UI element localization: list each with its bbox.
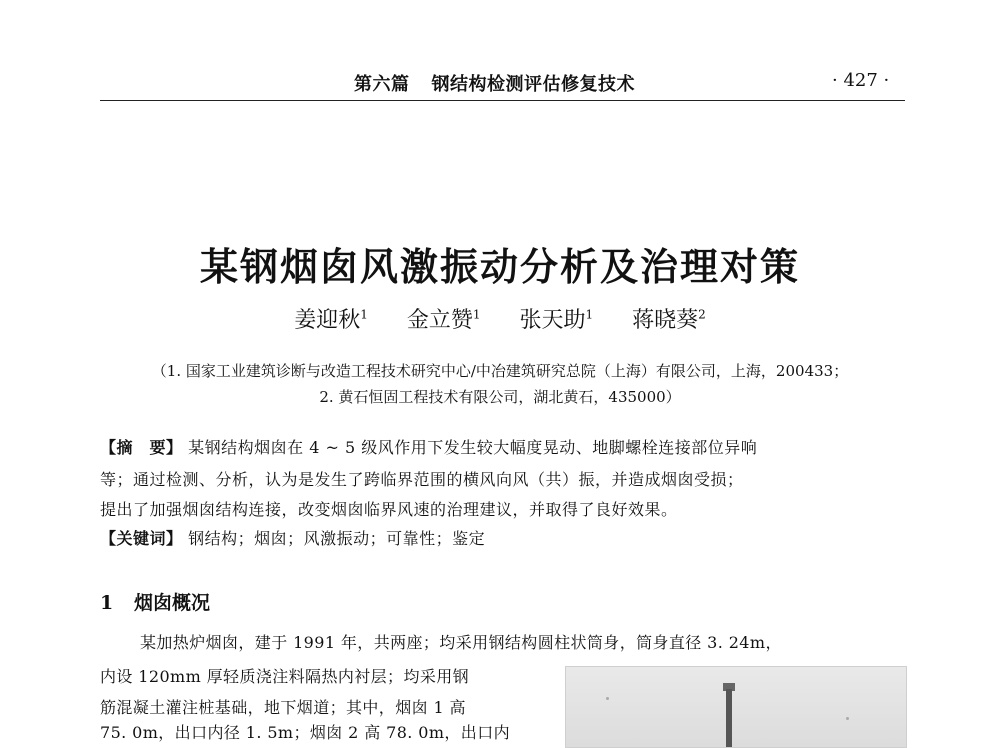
body-line: 内设 120mm 厚轻质浇注料隔热内衬层；均采用钢: [100, 667, 470, 686]
author: 姜迎秋$^1$: [294, 307, 368, 333]
affiliation-line: 2. 黄石恒固工程技术有限公司，湖北黄石，435000）: [319, 388, 681, 406]
author-list: [0, 303, 1000, 334]
affiliation-line: （1. 国家工业建筑诊断与改造工程技术研究中心/中冶建筑研究总院（上海）有限公司，上海，200433；: [151, 362, 849, 380]
abstract-line: 提出了加强烟囱结构连接，改变烟囱临界风速的治理建议，并取得了良好效果。: [100, 500, 678, 519]
author: 蒋晓葵$^2$: [632, 307, 706, 333]
abstract-label: 【摘 要】: [100, 438, 183, 457]
keywords-label: 【关键词】: [100, 529, 183, 548]
abstract-line: 【摘 要】 某钢结构烟囱在 4 ~ 5 级风作用下发生较大幅度晃动、地脚螺栓连接部位异响: [100, 438, 758, 457]
keywords-text: 钢结构；烟囱；风激振动；可靠性；鉴定: [188, 529, 486, 548]
section-heading: 1 烟囱概况: [100, 592, 211, 614]
author: 张天助$^1$: [519, 307, 594, 333]
paper-title: 某钢烟囱风激振动分析及治理对策: [199, 244, 800, 289]
body-line: 某加热炉烟囱，建于 1991 年，共两座；均采用钢结构圆柱状筒身，筒身直径 3. 24m，: [140, 633, 782, 652]
section-label: 第六篇: [354, 74, 410, 95]
body-line: 75. 0m，出口内径 1. 5m；烟囱 2 高 78. 0m，出口内: [100, 723, 510, 742]
author: 金立赞$^1$: [406, 307, 481, 333]
body-line: 筋混凝土灌注桩基础，地下烟道；其中，烟囱 1 高: [100, 698, 466, 717]
page-number: · 427 ·: [832, 70, 890, 91]
chimney-photo: [565, 666, 907, 748]
photo-speck: [606, 697, 609, 700]
chimney-shaft: [726, 689, 732, 748]
abstract-line: 等；通过检测、分析，认为是发生了跨临界范围的横风向风（共）振，并造成烟囱受损；: [100, 470, 744, 489]
photo-speck: [846, 717, 849, 720]
running-header-title: [354, 70, 635, 96]
book-title: 钢结构检测评估修复技术: [431, 74, 635, 95]
keywords-line: [100, 526, 485, 549]
